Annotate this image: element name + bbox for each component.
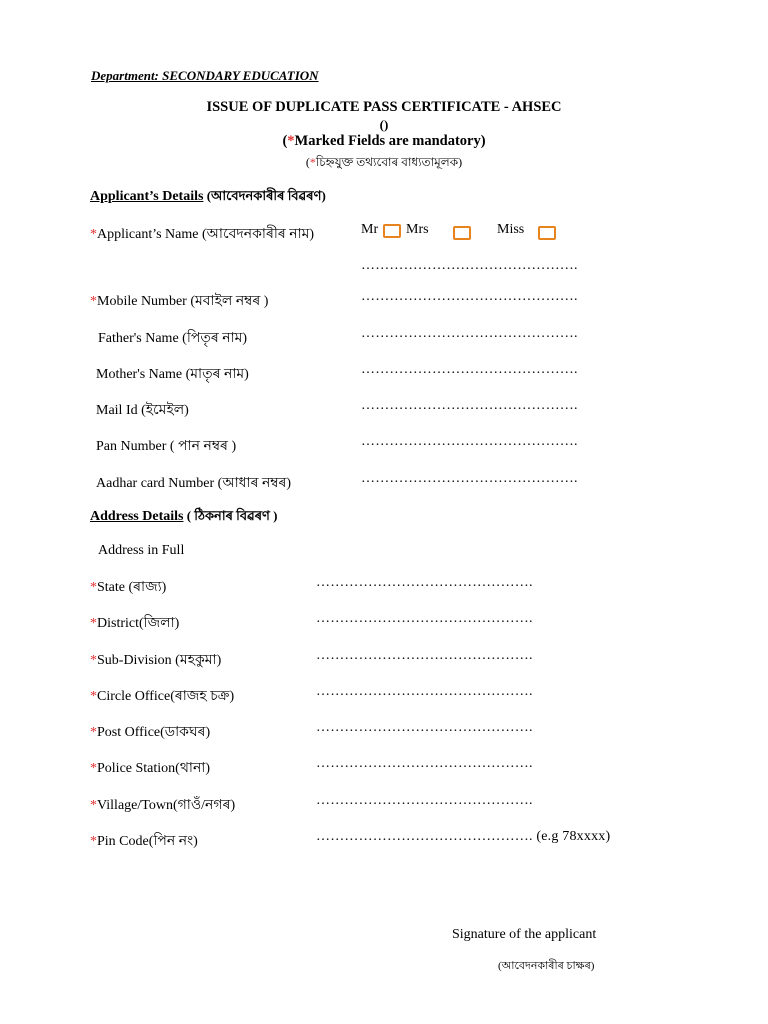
sub-division-field[interactable]: ………………………………………. bbox=[316, 648, 533, 663]
mail-id-label: Mail Id (ইমেইল) bbox=[96, 403, 189, 418]
mandatory-note: (*Marked Fields are mandatory) bbox=[282, 133, 486, 149]
signature-label: Signature of the applicant bbox=[452, 927, 597, 942]
state-label: *State (ৰাজ্য) bbox=[90, 580, 167, 595]
form-title: ISSUE OF DUPLICATE PASS CERTIFICATE - AHSEC bbox=[206, 99, 562, 115]
department-heading: Department: SECONDARY EDUCATION bbox=[91, 68, 319, 83]
mothers-name-field[interactable]: ………………………………………. bbox=[361, 362, 578, 377]
police-station-label: *Police Station(থানা) bbox=[90, 761, 211, 776]
pan-number-label: Pan Number ( পান নম্বৰ ) bbox=[96, 439, 237, 454]
post-office-label: *Post Office(ডাকঘৰ) bbox=[90, 725, 211, 740]
mandatory-note-bengali: (*চিহ্নযুক্ত তথ্যবোৰ বাধ্যতামূলক) bbox=[305, 155, 463, 169]
circle-office-field[interactable]: ………………………………………. bbox=[316, 684, 533, 699]
signature-label-bengali: (আবেদনকাৰীৰ চাক্ষৰ) bbox=[498, 960, 595, 972]
salutation-mr-label: Mr bbox=[361, 222, 379, 237]
salutation-mr-checkbox[interactable] bbox=[383, 224, 401, 238]
salutation-mrs-checkbox[interactable] bbox=[453, 226, 471, 240]
address-details-heading: Address Details ( ঠিকনাৰ বিৱৰণ ) bbox=[90, 508, 278, 524]
pin-code-label: *Pin Code(পিন নং) bbox=[90, 834, 198, 849]
village-town-field[interactable]: ………………………………………. bbox=[316, 793, 533, 808]
applicant-name-label: *Applicant’s Name (আবেদনকাৰীৰ নাম) bbox=[90, 227, 315, 242]
district-label: *District(জিলা) bbox=[90, 616, 180, 631]
applicant-details-heading: Applicant’s Details (আবেদনকাৰীৰ বিৱৰণ) bbox=[90, 188, 326, 204]
state-field[interactable]: ………………………………………. bbox=[316, 575, 533, 590]
aadhar-number-label: Aadhar card Number (আধাৰ নম্বৰ) bbox=[96, 476, 292, 491]
salutation-miss-checkbox[interactable] bbox=[538, 226, 556, 240]
address-in-full-label: Address in Full bbox=[98, 543, 185, 558]
district-field[interactable]: ………………………………………. bbox=[316, 611, 533, 626]
aadhar-number-field[interactable]: ………………………………………. bbox=[361, 471, 578, 486]
police-station-field[interactable]: ………………………………………. bbox=[316, 756, 533, 771]
mail-id-field[interactable]: ………………………………………. bbox=[361, 398, 578, 413]
fathers-name-field[interactable]: ………………………………………. bbox=[361, 326, 578, 341]
salutation-miss-label: Miss bbox=[497, 222, 525, 237]
village-town-label: *Village/Town(গাওঁ/নগৰ) bbox=[90, 798, 236, 813]
applicant-name-field[interactable]: ………………………………………. bbox=[361, 258, 578, 273]
circle-office-label: *Circle Office(ৰাজহ চক্ৰ) bbox=[90, 689, 235, 704]
pan-number-field[interactable]: ………………………………………. bbox=[361, 434, 578, 449]
mobile-number-field[interactable]: ………………………………………. bbox=[361, 289, 578, 304]
fathers-name-label: Father's Name (পিতৃৰ নাম) bbox=[98, 331, 248, 346]
pin-code-field[interactable]: ………………………………………. (e.g 78xxxx) bbox=[316, 829, 611, 844]
post-office-field[interactable]: ………………………………………. bbox=[316, 720, 533, 735]
mothers-name-label: Mother's Name (মাতৃৰ নাম) bbox=[96, 367, 249, 382]
salutation-mrs-label: Mrs bbox=[406, 222, 429, 237]
mobile-number-label: *Mobile Number (মবাইল নম্বৰ ) bbox=[90, 294, 269, 309]
sub-division-label: *Sub-Division (মহকুমা) bbox=[90, 653, 222, 668]
form-title-parens: () bbox=[379, 117, 389, 132]
